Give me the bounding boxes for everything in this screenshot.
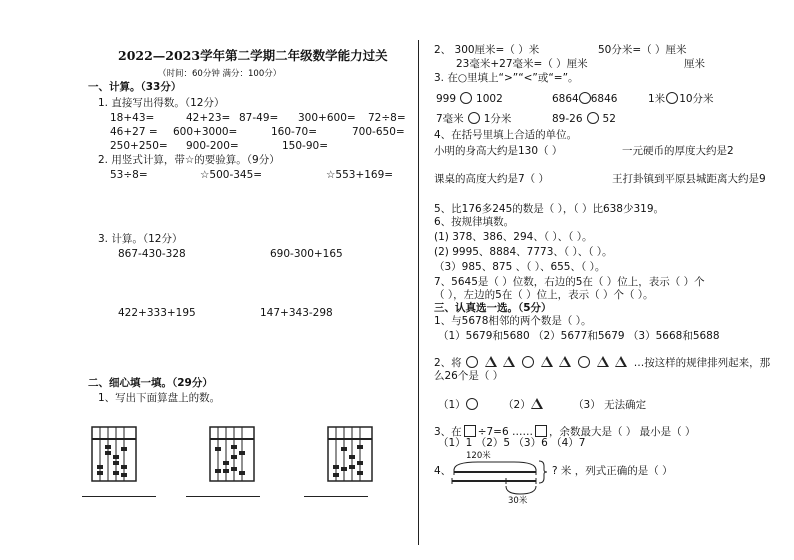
answer-line[interactable]: [304, 496, 368, 497]
q1-item: 72÷8=: [368, 112, 406, 124]
q2-item: ☆500-345=: [200, 169, 263, 181]
r-q6-item: (2) 9995、8884、7773、（ ）、（ ）。: [434, 246, 613, 258]
compare-circle-blank[interactable]: [468, 112, 480, 124]
r-q2-line1a: 2、 300厘米=（ ）米: [434, 44, 540, 56]
r-q4-line1a: 小明的身高大约是130（ ）: [434, 145, 563, 157]
abacus-figure-1: [90, 425, 138, 483]
q1-item: 87-49=: [239, 112, 279, 124]
r-q4-line1b: 一元硬币的厚度大约是2: [622, 145, 734, 157]
r-q3-title: 3. 在○里填上“>”“<”或“=”。: [434, 72, 579, 84]
q3-item: 690-300+165: [270, 248, 343, 260]
compare-circle-blank[interactable]: [666, 92, 678, 104]
q1-item: 700-650=: [352, 126, 405, 138]
s3-q4-number: 4、: [434, 465, 452, 477]
answer-line[interactable]: [186, 496, 260, 497]
circle-shape-icon: [578, 356, 590, 368]
q3-item: 867-430-328: [118, 248, 186, 260]
circle-shape-icon: [466, 398, 478, 410]
blank-square[interactable]: [464, 425, 476, 437]
compare-row-1c: [648, 92, 714, 105]
r-q4-line2b: 王打卦镇到平原县城距离大约是9: [612, 173, 766, 185]
option-2[interactable]: （2）: [503, 399, 531, 411]
triangle-shape-icon: [597, 356, 609, 367]
s3-q2-options: [438, 398, 646, 411]
triangle-shape-icon: [531, 398, 543, 409]
q2-item: 53÷8=: [110, 169, 148, 181]
abacus-figure-2: [208, 425, 256, 483]
s3-q3-options: （1）1 （2）5 （3）6 （4）7: [438, 437, 586, 449]
compare-circle-blank[interactable]: [579, 92, 591, 104]
exam-info: （时间：60分钟 满分：100分）: [158, 69, 282, 79]
compare-row-2: [436, 112, 511, 125]
section1-title: 一、计算。（33分）: [88, 81, 182, 93]
s3-q1: 1、与5678相邻的两个数是（ ）。: [434, 315, 592, 327]
r-q2-line2b: 厘米: [684, 58, 705, 70]
r-q5: 5、比176多245的数是（ ），（ ）比638少319。: [434, 203, 665, 215]
q1-item: 42+23=: [186, 112, 231, 124]
diagram-bottom-label: 30米: [508, 496, 528, 506]
blank-square[interactable]: [535, 425, 547, 437]
q1-item: 250+250=: [110, 140, 168, 152]
s3-q3-a: 3、在: [434, 426, 462, 438]
r-q2-line1b: 50分米=（ ）厘米: [598, 44, 687, 56]
s3-q2-line2: 么26个是（ ）: [434, 370, 504, 382]
compare-row-1: [436, 92, 503, 105]
s3-q4-question: ? 米 ，列式正确的是（ ）: [552, 465, 673, 477]
r-q4-line2a: 课桌的高度大约是7（ ）: [434, 173, 550, 185]
s3-q2-suffix: …按这样的规律排列起来，那: [633, 357, 771, 369]
q2-item: ☆553+169=: [326, 169, 394, 181]
page-title: 2022—2023学年第二学期二年级数学能力过关: [118, 48, 388, 63]
q1-item: 300+600=: [298, 112, 356, 124]
compare-left: 1米: [648, 93, 666, 105]
r-q2-line2a: 23毫米+27毫米=（ ）厘米: [456, 58, 588, 70]
compare-left: 999: [436, 93, 457, 105]
compare-left: 89-26: [552, 113, 583, 125]
triangle-shape-icon: [559, 356, 571, 367]
r-q6-item: (1) 378、386、294、（ ）、（ ）。: [434, 231, 593, 243]
option-3[interactable]: （3） 无法确定: [573, 399, 647, 411]
triangle-shape-icon: [541, 356, 553, 367]
right-brace: [538, 460, 548, 484]
compare-row-1b: [552, 92, 617, 105]
q1-item: 160-70=: [271, 126, 317, 138]
compare-left: 6864: [552, 93, 579, 105]
compare-left: 7毫米: [436, 113, 464, 125]
triangle-shape-icon: [503, 356, 515, 367]
s3-q2-prefix: 2、将: [434, 357, 462, 369]
s2-q1-title: 1、写出下面算盘上的数。: [98, 392, 221, 404]
s3-q3: [434, 425, 696, 438]
section3-title: 三、认真选一选。（5分）: [434, 302, 552, 314]
option-1[interactable]: （1）: [438, 399, 466, 411]
s3-q3-c: ，余数最大是（ ） 最小是（ ）: [548, 426, 696, 438]
s3-q1-options: （1）5679和5680 （2）5677和5679 （3）5668和5688: [438, 330, 720, 342]
segment-diagram: [448, 458, 548, 510]
q3-item: 422+333+195: [118, 307, 196, 319]
answer-line[interactable]: [82, 496, 156, 497]
q3-title: 3. 计算。（12分）: [98, 233, 183, 245]
q1-item: 900-200=: [186, 140, 239, 152]
s3-q2-line1: [434, 356, 770, 369]
compare-right: 1分米: [483, 113, 512, 125]
triangle-shape-icon: [485, 356, 497, 367]
r-q6-item: （3）985、875 、（ ）、655、（ ）。: [434, 261, 606, 273]
q3-item: 147+343-298: [260, 307, 333, 319]
compare-row-2b: [552, 112, 616, 125]
r-q7-line1: 7、5645是（ ）位数，右边的5在（ ）位上，表示（ ）个: [434, 276, 705, 288]
q1-item: 600+3000=: [173, 126, 238, 138]
r-q4-title: 4、在括号里填上合适的单位。: [434, 129, 578, 141]
compare-right: 6846: [590, 93, 618, 105]
q1-item: 18+43=: [110, 112, 155, 124]
circle-shape-icon: [522, 356, 534, 368]
compare-right: 52: [602, 113, 616, 125]
diagram-top-label: 120米: [466, 451, 491, 461]
compare-right: 1002: [476, 93, 503, 105]
triangle-shape-icon: [615, 356, 627, 367]
compare-circle-blank[interactable]: [460, 92, 472, 104]
s3-q3-b: ÷7=6 ……: [477, 426, 533, 438]
q2-title: 2. 用竖式计算，带☆的要验算。（9分）: [98, 154, 280, 166]
compare-right: 10分米: [679, 93, 714, 105]
circle-shape-icon: [466, 356, 478, 368]
q1-item: 150-90=: [282, 140, 328, 152]
r-q6-title: 6、按规律填数。: [434, 216, 515, 228]
compare-circle-blank[interactable]: [587, 112, 599, 124]
column-divider: [418, 40, 419, 545]
q1-title: 1. 直接写出得数。（12分）: [98, 97, 225, 109]
q1-item: 46+27 =: [110, 126, 158, 138]
abacus-figure-3: [326, 425, 374, 483]
r-q7-line2: （ ），左边的5在（ ）位上，表示（ ）个（ ）。: [434, 289, 654, 301]
section2-title: 二、细心填一填。（29分）: [88, 377, 213, 389]
